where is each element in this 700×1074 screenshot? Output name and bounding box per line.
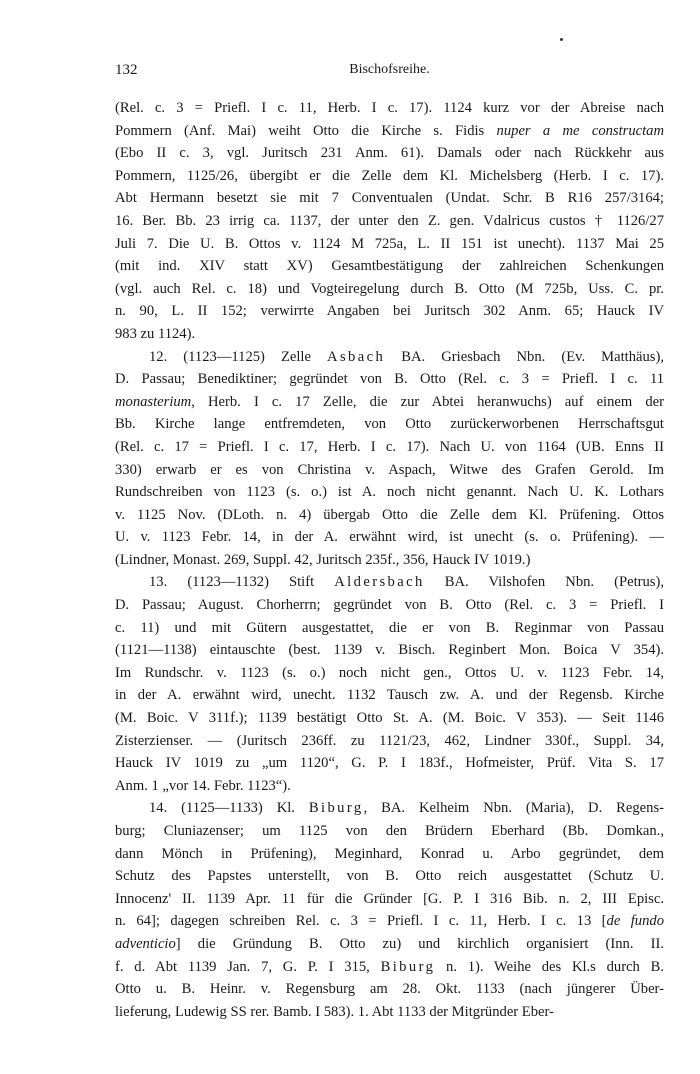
text-line: Schutz des Papstes unterstellt, von B. Otto reich ausgestattet (Schutz U.: [115, 868, 664, 885]
text-line: n. 64]; dagegen schreiben Rel. c. 3 = Priefl. I c. 11, Herb. I c. 13 [de fundo: [115, 913, 664, 930]
text-line: Im Rundschr. v. 1123 (s. o.) noch nicht gen., Ottos U. v. 1123 Febr. 14,: [115, 664, 664, 681]
stray-dot: [560, 38, 563, 41]
text-line: (mit ind. XIV statt XV) Gesamtbestätigung der zahlreichen Schenkungen: [115, 258, 664, 275]
body-text: [115, 97, 664, 1023]
text-line: burg; Cluniazenser; um 1125 von den Brüdern Eberhard (Bb. Domkan.,: [115, 823, 664, 839]
text-line: 12. (1123—1125) Zelle Asbach BA. Griesbach Nbn. (Ev. Matthäus),: [149, 348, 664, 365]
text-line: Rundschreiben von 1123 (s. o.) ist A. noch nicht genannt. Nach U. K. Lothars: [115, 484, 664, 501]
text-line: Pommern (Anf. Mai) weiht Otto die Kirche s. Fidis nuper a me constructam: [115, 122, 664, 139]
text-line: Otto u. B. Heinr. v. Regensburg am 28. Okt. 1133 (nach jüngerer Über-: [115, 981, 664, 998]
text-line: Abt Hermann besetzt sie mit 7 Conventualen (Undat. Schr. B R16 257/3164;: [115, 190, 664, 207]
text-line: U. v. 1123 Febr. 14, in der A. erwähnt wird, ist unecht (s. o. Prüfening). —: [115, 529, 664, 546]
text-line: 13. (1123—1132) Stift Aldersbach BA. Vilshofen Nbn. (Petrus),: [149, 574, 664, 591]
text-line: (vgl. auch Rel. c. 18) und Vogteiregelung durch B. Otto (M 725b, Uss. C. pr.: [115, 280, 664, 297]
paragraph: [115, 571, 664, 797]
text-line: D. Passau; August. Chorherrn; gegründet von B. Otto (Rel. c. 3 = Priefl. I: [115, 597, 664, 614]
running-title: Bischofsreihe.: [349, 62, 430, 77]
text-line: (Lindner, Monast. 269, Suppl. 42, Juritsch 235f., 356, Hauck IV 1019.): [115, 551, 531, 568]
text-line: Hauck IV 1019 zu „um 1120“, G. P. I 183f., Hofmeister, Prüf. Vita S. 17: [115, 755, 664, 772]
text-line: Pommern, 1125/26, übergibt er die Zelle dem Kl. Michelsberg (Herb. I c. 17).: [115, 167, 664, 184]
text-line: in der A. erwähnt wird, unecht. 1132 Tausch zw. A. und der Regensb. Kirche: [115, 687, 664, 704]
paragraph: [115, 346, 664, 572]
text-line: dann Mönch in Prüfening), Meginhard, Konrad u. Arbo gegründet, dem: [115, 845, 664, 862]
text-line: 16. Ber. Bb. 23 irrig ca. 1137, der unter den Z. gen. Vdalricus custos † 1126/27: [115, 212, 664, 229]
text-line: (1121—1138) eintauschte (best. 1139 v. Bisch. Reginbert Mon. Boica V 354).: [115, 642, 664, 659]
paragraph: [115, 797, 664, 1023]
text-line: Bb. Kirche lange entfremdeten, von Otto zurückerworbenen Herrschaftsgut: [115, 416, 664, 433]
text-line: adventicio] die Gründung B. Otto zu) und kirchlich organisiert (Inn. II.: [115, 935, 664, 952]
text-line: n. 90, L. II 152; verwirrte Angaben bei Juritsch 302 Anm. 65; Hauck IV: [115, 303, 664, 320]
text-line: 14. (1125—1133) Kl. Biburg, BA. Kelheim Nbn. (Maria), D. Regens-: [149, 800, 664, 817]
text-line: (Rel. c. 3 = Priefl. I c. 11, Herb. I c. 17). 1124 kurz vor der Abreise nach: [115, 100, 664, 116]
text-line: monasterium, Herb. I c. 17 Zelle, die zur Abtei heranwuchs) auf einem der: [115, 393, 664, 410]
text-line: Innocenz' II. 1139 Apr. 11 für die Gründer [G. P. I 316 Bib. n. 2, III Episc.: [115, 890, 664, 907]
text-line: (M. Boic. V 311f.); 1139 bestätigt Otto St. A. (M. Boic. V 353). — Seit 1146: [115, 710, 664, 727]
text-line: v. 1125 Nov. (DLoth. n. 4) übergab Otto die Zelle dem Kl. Prüfening. Ottos: [115, 506, 664, 523]
text-line: (Ebo II c. 3, vgl. Juritsch 231 Anm. 61). Damals oder nach Rückkehr aus: [115, 145, 664, 162]
text-line: lieferung, Ludewig SS rer. Bamb. I 583). 1. Abt 1133 der Mitgründer Eber-: [115, 1003, 554, 1020]
text-line: 983 zu 1124).: [115, 325, 196, 342]
text-line: (Rel. c. 17 = Priefl. I c. 17, Herb. I c. 17). Nach U. von 1164 (UB. Enns II: [115, 438, 664, 455]
text-line: D. Passau; Benediktiner; gegründet von B. Otto (Rel. c. 3 = Priefl. I c. 11: [115, 371, 664, 388]
text-line: Zisterzienser. — (Juritsch 236ff. zu 1121/23, 462, Lindner 330f., Suppl. 34,: [115, 732, 664, 749]
text-line: Anm. 1 „vor 14. Febr. 1123“).: [115, 777, 291, 794]
text-line: Juli 7. Die U. B. Ottos v. 1124 M 725a, L. II 151 ist unecht). 1137 Mai 25: [115, 235, 664, 252]
text-line: c. 11) und mit Gütern ausgestattet, die er von B. Reginmar von Passau: [115, 619, 664, 636]
paragraph: [115, 97, 664, 346]
text-line: f. d. Abt 1139 Jan. 7, G. P. I 315, Biburg n. 1). Weihe des Kl.s durch B.: [115, 958, 664, 975]
page-number: 132: [115, 62, 138, 78]
page-header: [115, 62, 664, 84]
text-line: 330) erwarb er es von Christina v. Aspach, Witwe des Grafen Gerold. Im: [115, 461, 664, 478]
